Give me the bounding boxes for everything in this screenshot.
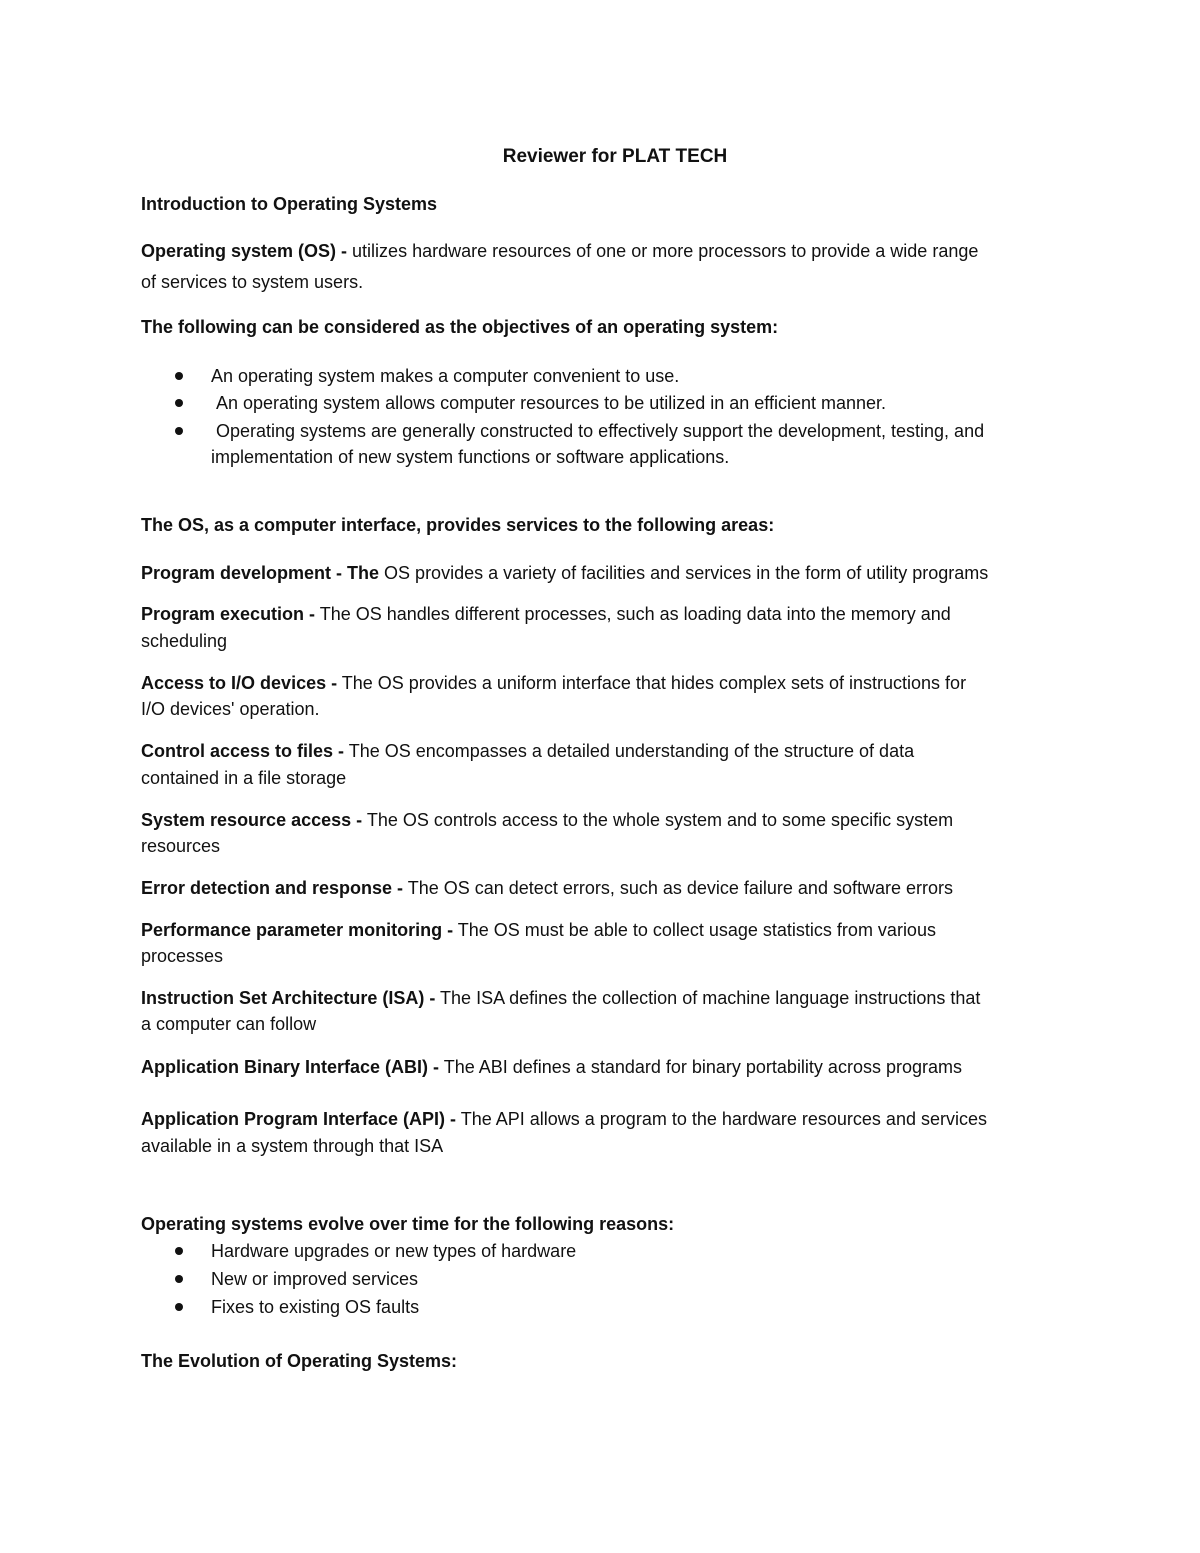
bullet-icon	[175, 399, 183, 407]
os-definition-line1	[141, 240, 978, 262]
service-text: The OS provides a uniform interface that hides complex sets of instructions for	[337, 673, 967, 693]
service-term: Application Binary Interface (ABI) -	[141, 1057, 440, 1077]
service-item	[141, 809, 953, 831]
service-item-continued: contained in a file storage	[141, 768, 347, 788]
service-item	[141, 1108, 987, 1130]
service-item-continued: available in a system through that ISA	[141, 1136, 444, 1156]
service-term: Access to I/O devices -	[141, 673, 338, 693]
service-item	[141, 987, 980, 1009]
service-text: The OS can detect errors, such as device failure and software errors	[403, 878, 953, 898]
evolve-heading: Operating systems evolve over time for the following reasons:	[141, 1214, 675, 1234]
service-term: Instruction Set Architecture (ISA) -	[141, 988, 436, 1008]
intro-heading: Introduction to Operating Systems	[141, 194, 438, 214]
evolution-heading: The Evolution of Operating Systems:	[141, 1351, 458, 1371]
service-text: The ABI defines a standard for binary portability across programs	[439, 1057, 962, 1077]
service-item	[141, 562, 988, 584]
bullet-icon	[175, 1247, 183, 1255]
service-text: The OS controls access to the whole system and to some specific system	[362, 810, 954, 830]
service-item-continued: scheduling	[141, 631, 228, 651]
service-term: Control access to files -	[141, 741, 345, 761]
service-text: The OS encompasses a detailed understanding of the structure of data	[344, 741, 915, 761]
service-text: OS provides a variety of facilities and services in the form of utility programs	[379, 563, 989, 583]
service-text: The ISA defines the collection of machine language instructions that	[435, 988, 981, 1008]
service-text: The OS handles different processes, such as loading data into the memory and	[315, 604, 951, 624]
evolve-reason: New or improved services	[211, 1269, 419, 1289]
objective-item-continued: implementation of new system functions or software applications.	[211, 447, 730, 467]
objective-item: An operating system allows computer resources to be utilized in an efficient manner.	[216, 393, 887, 413]
os-definition-term: Operating system (OS) -	[141, 241, 348, 261]
bullet-icon	[175, 1303, 183, 1311]
service-item-continued: processes	[141, 946, 224, 966]
objective-item: Operating systems are generally constructed to effectively support the development, testing, and	[216, 421, 985, 441]
service-text: The OS must be able to collect usage statistics from various	[453, 920, 936, 940]
service-item-continued: resources	[141, 836, 221, 856]
evolve-reason: Hardware upgrades or new types of hardware	[211, 1241, 577, 1261]
os-definition-text: utilizes hardware resources of one or more processors to provide a wide range	[347, 241, 979, 261]
service-term: Program development - The	[141, 563, 380, 583]
bullet-icon	[175, 427, 183, 435]
service-item	[141, 919, 936, 941]
document-title: Reviewer for PLAT TECH	[502, 146, 728, 167]
service-text: The API allows a program to the hardware resources and services	[456, 1109, 987, 1129]
service-item	[141, 740, 914, 762]
service-item	[141, 877, 953, 899]
service-term: Error detection and response -	[141, 878, 404, 898]
service-item	[141, 672, 966, 694]
service-term: Program execution -	[141, 604, 316, 624]
service-term: Performance parameter monitoring -	[141, 920, 454, 940]
service-item	[141, 1056, 962, 1078]
service-item	[141, 603, 951, 625]
os-definition-line2: of services to system users.	[141, 272, 364, 292]
services-heading: The OS, as a computer interface, provides services to the following areas:	[141, 515, 775, 535]
service-term: Application Program Interface (API) -	[141, 1109, 457, 1129]
service-item-continued: I/O devices' operation.	[141, 699, 320, 719]
bullet-icon	[175, 1275, 183, 1283]
objectives-heading: The following can be considered as the objectives of an operating system:	[141, 317, 779, 337]
bullet-icon	[175, 372, 183, 380]
objective-item: An operating system makes a computer convenient to use.	[211, 366, 680, 386]
service-term: System resource access -	[141, 810, 363, 830]
evolve-reason: Fixes to existing OS faults	[211, 1297, 420, 1317]
service-item-continued: a computer can follow	[141, 1014, 317, 1034]
